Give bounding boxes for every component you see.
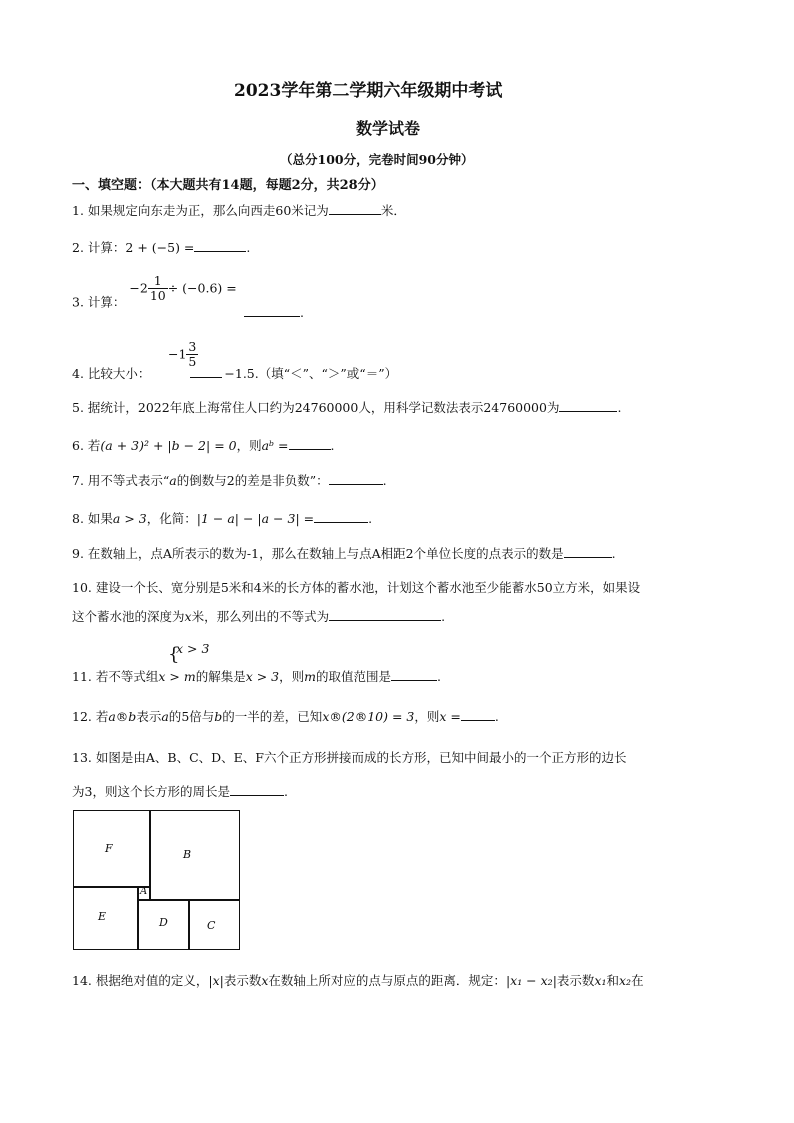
- question-9: [72, 546, 616, 562]
- q14-abs2: |x₁ − x₂|: [505, 973, 557, 988]
- q14-t4: 在: [631, 973, 644, 988]
- answer-blank: [391, 669, 437, 681]
- q10-tail: .: [441, 609, 446, 624]
- q8-cond: a > 3: [112, 511, 147, 526]
- q8-tail: .: [368, 511, 373, 526]
- question-6: [72, 438, 335, 454]
- question-2: [72, 240, 250, 256]
- answer-blank: [461, 709, 495, 721]
- answer-blank: [244, 305, 300, 317]
- question-10-line1: [72, 580, 640, 596]
- section-heading: 一、填空题：（本大题共有14题，每题2分，共28分）: [72, 178, 384, 193]
- q7-var: a: [169, 473, 177, 488]
- q3-prefix: 3. 计算：: [72, 294, 126, 310]
- q11-mid3: 的取值范围是: [316, 669, 392, 684]
- q10-line1: 10. 建设一个长、宽分别是5米和4米的长方体的蓄水池，计划这个蓄水池至少能蓄水50立方米，如果设: [72, 580, 641, 595]
- q12-t4: 的一半的差，已知: [222, 709, 323, 724]
- q10-line2b: 米，那么列出的不等式为: [191, 609, 330, 624]
- q11-mid2: ，则: [279, 669, 305, 684]
- question-3-answer: [244, 305, 304, 321]
- q14-and: 和: [606, 973, 619, 988]
- q11-var: m: [304, 669, 317, 684]
- q12-t5: ，则: [414, 709, 440, 724]
- q6-prefix: 6. 若: [72, 438, 101, 453]
- q11-tail: .: [437, 669, 442, 684]
- answer-blank: [190, 366, 222, 378]
- question-11: [72, 669, 441, 685]
- q5-text: 5. 据统计，2022年底上海常住人口约为24760000人，用科学记数法表示24760000为: [72, 400, 560, 415]
- q12-tail: .: [494, 709, 499, 724]
- answer-blank: [194, 240, 246, 252]
- q12-five: 5: [181, 709, 190, 724]
- q12-b: b: [214, 709, 223, 724]
- q4-mid: −1.5: [224, 366, 255, 381]
- q8-mid: ，化简：: [146, 511, 197, 526]
- q11-sys1: x > 3: [176, 641, 210, 656]
- answer-blank: [329, 473, 383, 485]
- q12-t2: 的: [168, 709, 182, 724]
- exam-note: （总分100分，完卷时间90分钟）: [280, 152, 474, 167]
- question-4: [72, 340, 198, 369]
- q2-tail: .: [246, 240, 251, 255]
- q13-tail: .: [283, 784, 288, 799]
- q13-line1: 13. 如图是由A、B、C、D、E、F六个正方形拼接而成的长方形，已知中间最小的一个正方形的边长: [72, 750, 627, 765]
- q12-op: a®b: [108, 709, 137, 724]
- q4-fraction: $\frac{3}{5}$: [188, 339, 197, 369]
- q7-text2: 的倒数与2的差是非负数”：: [176, 473, 329, 488]
- q12-prefix: 12. 若: [72, 709, 109, 724]
- q14-abs: |x|: [208, 973, 224, 988]
- q14-t3: 表示数: [556, 973, 595, 988]
- q9-text: 9. 在数轴上，点A所表示的数为-1，那么在数轴上与点A相距2个单位长度的点表示的数是: [72, 546, 564, 561]
- q12-t1: 表示: [136, 709, 162, 724]
- q2-expr: 2 + (−5) =: [125, 240, 195, 255]
- answer-blank: [564, 546, 612, 558]
- q14-x2: x₂: [619, 973, 632, 988]
- answer-blank: [314, 511, 368, 523]
- label-F: F: [105, 842, 113, 855]
- q7-text: 7. 用不等式表示“: [72, 473, 170, 488]
- q1-tail: 米．: [380, 203, 406, 218]
- answer-blank: [289, 438, 331, 450]
- q12-expr2: x =: [439, 709, 461, 724]
- question-7: [72, 473, 387, 489]
- q6-tail: .: [330, 438, 335, 453]
- question-1: [72, 203, 406, 219]
- q13-line2: 为3，则这个长方形的周长是: [72, 784, 230, 799]
- square-B: [149, 810, 240, 901]
- label-E: E: [98, 910, 107, 923]
- q12-expr: x®(2®10) = 3: [322, 709, 415, 724]
- q6-expr2: aᵇ =: [261, 438, 289, 453]
- q11-prefix: 11. 若不等式组: [72, 669, 159, 684]
- q1-text: 1. 如果规定向东走为正，那么向西走60米记为: [72, 203, 329, 218]
- q14-t1: 表示数: [223, 973, 262, 988]
- q10-line2a: 这个蓄水池的深度为: [72, 609, 185, 624]
- q4-tail: .（填“＜”、“＞”或“＝”）: [254, 366, 398, 381]
- q5-tail: .: [617, 400, 622, 415]
- squares-figure: [73, 810, 240, 950]
- q11-sys2: x > m: [158, 669, 196, 684]
- q14-t2: 在数轴上所对应的点与原点的距离．规定：: [268, 973, 506, 988]
- q7-tail: .: [382, 473, 387, 488]
- q8-prefix: 8. 如果: [72, 511, 113, 526]
- q11-mid: 的解集是: [195, 669, 246, 684]
- q3-rest: ÷ (−0.6) =: [167, 280, 237, 296]
- q14-x1: x₁: [594, 973, 607, 988]
- q14-prefix: 14. 根据绝对值的定义，: [72, 973, 209, 988]
- q12-a: a: [161, 709, 169, 724]
- q14-x: x: [261, 973, 269, 988]
- answer-blank: [230, 784, 284, 796]
- question-13-line2: [72, 784, 288, 800]
- label-D: D: [159, 916, 168, 929]
- q6-mid: ，则: [236, 438, 262, 453]
- q8-expr: |1 − a| − |a − 3| =: [196, 511, 315, 526]
- question-3: [72, 273, 237, 317]
- answer-blank: [559, 400, 617, 412]
- q6-expr: (a + 3)² + |b − 2| = 0: [100, 438, 237, 453]
- question-14: [72, 973, 644, 989]
- q3-tail: .: [300, 305, 304, 320]
- question-8: [72, 511, 372, 527]
- question-13-line1: [72, 750, 626, 766]
- q9-tail: .: [611, 546, 616, 561]
- answer-blank: [329, 203, 381, 215]
- q2-prefix: 2. 计算：: [72, 240, 126, 255]
- answer-blank: [329, 609, 441, 621]
- q4-whole: −1: [167, 346, 187, 362]
- question-5: [72, 400, 621, 416]
- exam-title: 2023学年第二学期六年级期中考试: [234, 81, 503, 101]
- q11-sol: x > 3: [245, 669, 280, 684]
- q12-t3: 倍与: [189, 709, 215, 724]
- question-4-line: [72, 366, 397, 382]
- q3-whole: −2: [129, 280, 148, 296]
- question-10-line2: [72, 609, 445, 625]
- label-C: C: [207, 919, 216, 932]
- label-B: B: [183, 848, 192, 861]
- question-12: [72, 709, 499, 725]
- q3-fraction: $\frac{1}{10}$: [149, 273, 166, 303]
- exam-subject: 数学试卷: [356, 119, 421, 138]
- q4-prefix: 4. 比较大小：: [72, 366, 151, 381]
- label-A: A: [140, 886, 148, 897]
- q10-var: x: [184, 609, 192, 624]
